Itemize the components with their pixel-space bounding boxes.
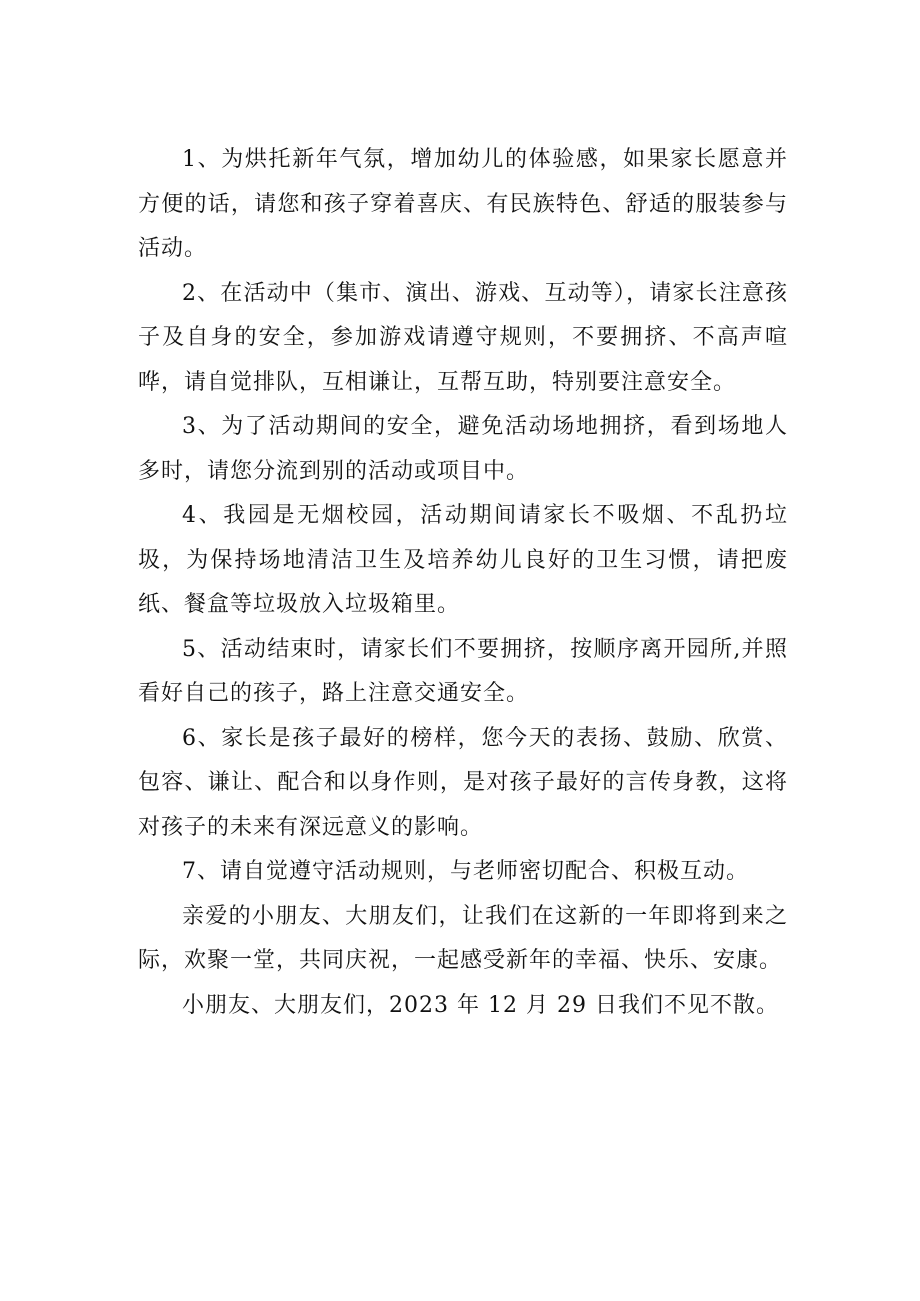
notice-item-6: 6、家长是孩子最好的榜样，您今天的表扬、鼓励、欣赏、包容、谦让、配合和以身作则，是对孩子最好的言传身教，这将对孩子的未来有深远意义的影响。: [138, 725, 788, 840]
notice-item-1: 1、为烘托新年气氛，增加幼儿的体验感，如果家长愿意并方便的话，请您和孩子穿着喜庆、有民族特色、舒适的服装参与活动。: [138, 147, 788, 261]
closing-invitation: 亲爱的小朋友、大朋友们，让我们在这新的一年即将到来之际，欢聚一堂，共同庆祝，一起感受新年的幸福、快乐、安康。: [138, 903, 788, 973]
notice-item-7: 7、请自觉遵守活动规则，与老师密切配合、积极互动。: [182, 859, 749, 884]
notice-item-2: 2、在活动中（集市、演出、游戏、互动等），请家长注意孩子及自身的安全，参加游戏请遵守规则，不要拥挤、不高声喧哗，请自觉排队，互相谦让，互帮互助，特别要注意安全。: [138, 280, 788, 395]
notice-item-5: 5、活动结束时，请家长们不要拥挤，按顺序离开园所,并照看好自己的孩子，路上注意交通安全。: [138, 636, 788, 706]
notice-item-3: 3、为了活动期间的安全，避免活动场地拥挤，看到场地人多时，请您分流到别的活动或项目中。: [138, 414, 788, 484]
event-date-line: 小朋友、大朋友们，2023 年 12 月 29 日我们不见不散。: [182, 992, 779, 1018]
notice-item-4: 4、我园是无烟校园，活动期间请家长不吸烟、不乱扔垃圾，为保持场地清洁卫生及培养幼儿良好的卫生习惯，请把废纸、餐盒等垃圾放入垃圾箱里。: [138, 503, 788, 617]
document-body: [138, 138, 788, 1028]
